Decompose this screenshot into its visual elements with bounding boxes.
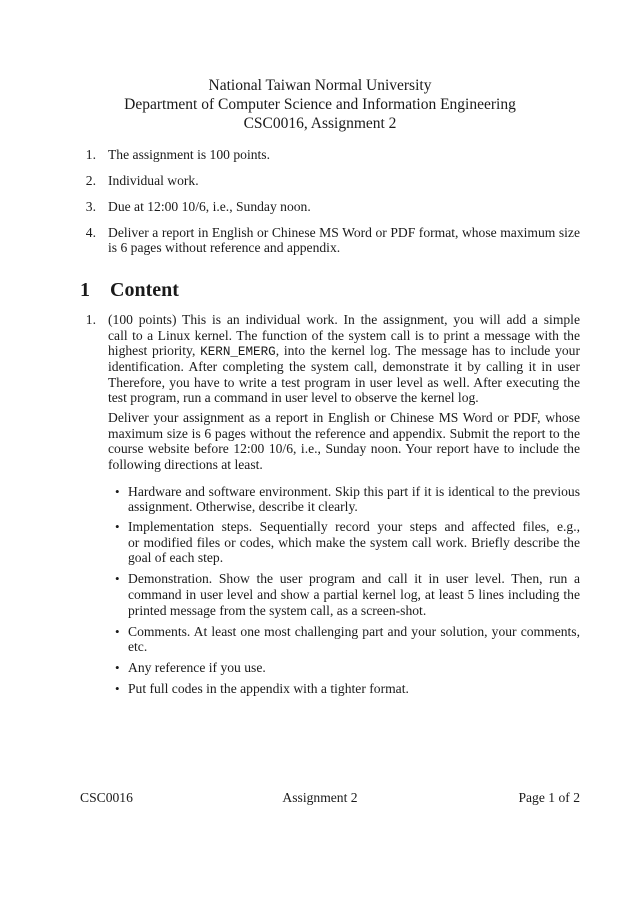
task-paragraph-line: (100 points) This is an individual work. In the assignment, you will add a simple [108, 312, 580, 327]
task-paragraph-line: identification. After completing the system call, demonstrate it by calling it in user [108, 359, 580, 374]
task-paragraph-line: Therefore, you have to write a test program in user level as well. After executing the [108, 375, 580, 390]
task-paragraph-line: maximum size is 6 pages without the reference and appendix. Submit the report to the [108, 426, 580, 441]
bullet-icon: • [115, 624, 120, 639]
task-paragraph-line: call to a Linux kernel. The function of the system call is to print a message with the [108, 328, 580, 343]
rule-number: 2. [85, 173, 96, 188]
task-paragraph-line: Deliver your assignment as a report in English or Chinese MS Word or PDF, whose [108, 410, 580, 425]
university-name: National Taiwan Normal University [208, 77, 432, 94]
task-number: 1. [85, 312, 96, 327]
footer-page: Page 1 of 2 [518, 790, 580, 805]
rule-text-line: The assignment is 100 points. [108, 147, 270, 162]
task-paragraph-line: highest priority, KERN_EMERG, into the kernel log. The message has to include your [108, 343, 580, 359]
bullet-icon: • [115, 519, 120, 534]
bullet-text-line: Any reference if you use. [128, 660, 266, 675]
footer-course: CSC0016 [80, 790, 133, 805]
bullet-icon: • [115, 571, 120, 586]
bullet-text-line: printed message from the system call, as a screen-shot. [128, 603, 427, 618]
code-term: KERN_EMERG [200, 345, 276, 359]
rule-number: 3. [85, 199, 96, 214]
bullet-text-line: goal of each step. [128, 550, 224, 565]
rule-number: 4. [85, 225, 96, 240]
task-paragraph-line: test program, run a command in user level to observe the kernel log. [108, 390, 479, 405]
bullet-text-line: Put full codes in the appendix with a tighter format. [128, 681, 409, 696]
bullet-text-line: command in user level and show a partial kernel log, at least 5 lines including the [128, 587, 580, 602]
bullet-text-line: Comments. At least one most challenging part and your solution, your comments, [128, 624, 580, 639]
bullet-text-line: or modified files or codes, which make the system call work. Briefly describe the [128, 535, 580, 550]
task-paragraph-line: following directions at least. [108, 457, 263, 472]
course-assignment-title: CSC0016, Assignment 2 [243, 115, 397, 132]
footer-title: Assignment 2 [282, 790, 358, 805]
rule-text-line: is 6 pages without reference and appendix. [108, 240, 341, 255]
section-number: 1 [80, 279, 90, 301]
rule-text-line: Deliver a report in English or Chinese MS Word or PDF format, whose maximum size [108, 225, 580, 240]
bullet-icon: • [115, 660, 120, 675]
bullet-text-line: etc. [128, 639, 148, 654]
rule-text-line: Individual work. [108, 173, 199, 188]
bullet-text-line: assignment. Otherwise, describe it clearly. [128, 499, 358, 514]
bullet-icon: • [115, 681, 120, 696]
task-paragraph-line: course website before 12:00 10/6, i.e., Sunday noon. Your report have to include the [108, 441, 580, 456]
department-name: Department of Computer Science and Information Engineering [124, 96, 516, 113]
section-title: Content [110, 279, 179, 301]
bullet-icon: • [115, 484, 120, 499]
rule-number: 1. [85, 147, 96, 162]
bullet-text-line: Demonstration. Show the user program and call it in user level. Then, run a [128, 571, 580, 586]
rule-text-line: Due at 12:00 10/6, i.e., Sunday noon. [108, 199, 311, 214]
bullet-text-line: Hardware and software environment. Skip this part if it is identical to the previous [128, 484, 580, 499]
bullet-text-line: Implementation steps. Sequentially record your steps and affected files, e.g., [128, 519, 580, 534]
